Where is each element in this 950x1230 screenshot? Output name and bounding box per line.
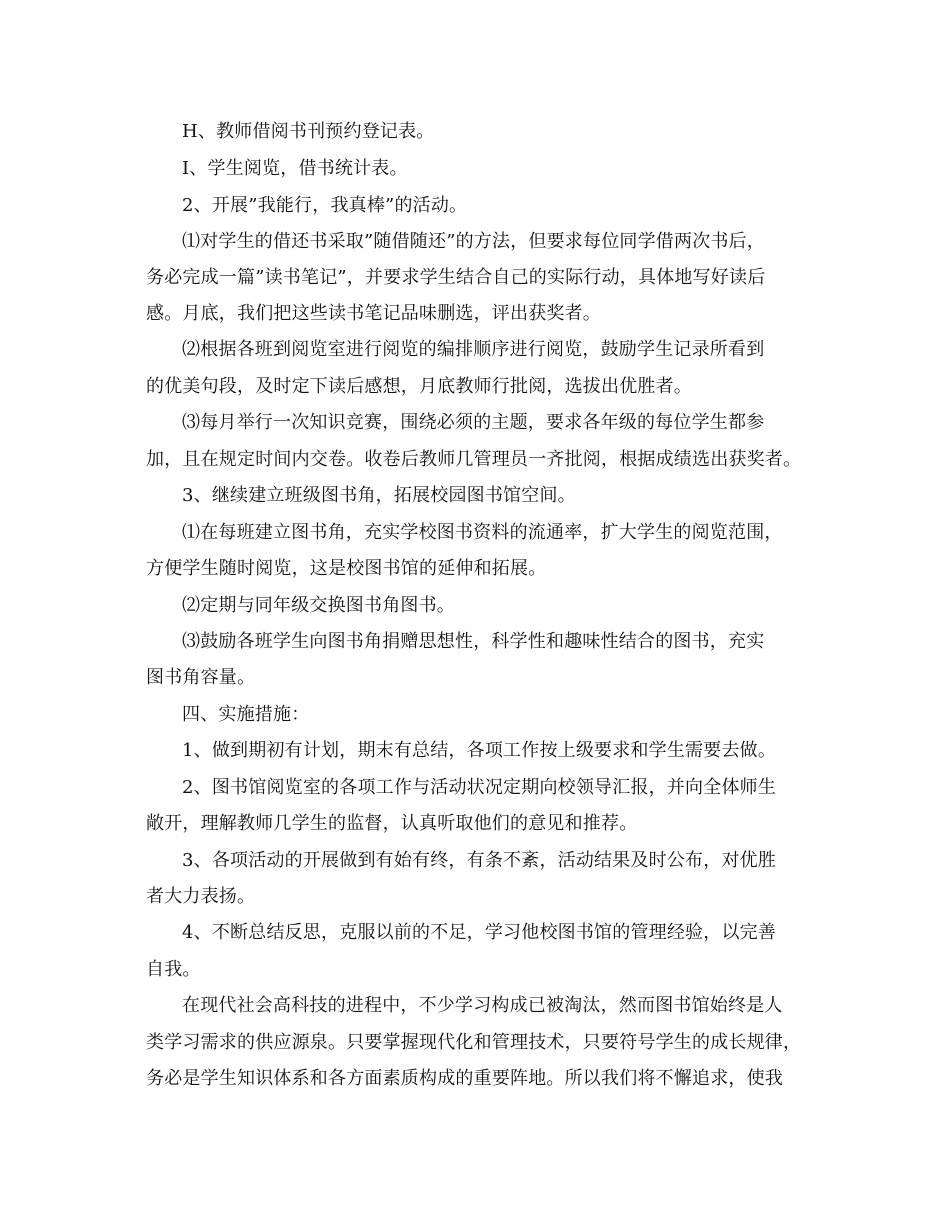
- text-line: ⑵根据各班到阅览室进行阅览的编排顺序进行阅览，鼓励学生记录所看到: [182, 339, 765, 360]
- text-line: 务必是学生知识体系和各方面素质构成的重要阵地。所以我们将不懈追求，使我: [146, 1068, 783, 1089]
- text-line: 者大力表扬。: [146, 886, 256, 907]
- text-line: ⑶每月举行一次知识竞赛，围绕必须的主题，要求各年级的每位学生都参: [182, 412, 765, 433]
- text-line: ⑵定期与同年级交换图书角图书。: [182, 595, 455, 616]
- text-line: 感。月底，我们把这些读书笔记品味删选，评出获奖者。: [146, 303, 601, 324]
- text-line: 的优美句段，及时定下读后感想，月底教师行批阅，选拔出优胜者。: [146, 376, 692, 397]
- text-line: 方便学生随时阅览，这是校图书馆的延伸和拓展。: [146, 558, 547, 579]
- text-line: H、教师借阅书刊预约登记表。: [182, 121, 435, 142]
- text-line: 在现代社会高科技的进程中，不少学习构成已被淘汰，然而图书馆始终是人: [182, 995, 783, 1016]
- text-line: 务必完成一篇”读书笔记”，并要求学生结合自己的实际行动，具体地写好读后: [146, 267, 766, 288]
- text-line: I、学生阅览，借书统计表。: [182, 158, 408, 179]
- text-line: 加，且在规定时间内交卷。收卷后教师几管理员一齐批阅，根据成绩选出获奖者。: [146, 449, 802, 470]
- text-line: ⑶鼓励各班学生向图书角捐赠思想性，科学性和趣味性结合的图书，充实: [182, 631, 765, 652]
- text-line: 3、各项活动的开展做到有始有终，有条不紊，活动结果及时公布，对优胜: [182, 850, 777, 871]
- text-line: ⑴对学生的借还书采取”随借随还”的方法，但要求每位同学借两次书后，: [182, 231, 766, 252]
- text-line: 敞开，理解教师几学生的监督，认真听取他们的意见和推荐。: [146, 813, 638, 834]
- section-heading: 四、实施措施：: [182, 704, 310, 725]
- text-line: 类学习需求的供应源泉。只要掌握现代化和管理技术，只要符号学生的成长规律，: [146, 1032, 802, 1053]
- text-line: ⑴在每班建立图书角，充实学校图书资料的流通率，扩大学生的阅览范围，: [182, 522, 783, 543]
- text-line: 3、继续建立班级图书角，拓展校园图书馆空间。: [182, 485, 576, 506]
- text-line: 自我。: [146, 959, 201, 980]
- text-line: 4、不断总结反思，克服以前的不足，学习他校图书馆的管理经验，以完善: [182, 922, 777, 943]
- text-line: 1、做到期初有计划，期末有总结，各项工作按上级要求和学生需要去做。: [182, 740, 777, 761]
- text-line: 2、图书馆阅览室的各项工作与活动状况定期向校领导汇报，并向全体师生: [182, 777, 777, 798]
- text-line: 图书角容量。: [146, 667, 256, 688]
- text-line: 2、开展”我能行，我真棒”的活动。: [182, 195, 468, 216]
